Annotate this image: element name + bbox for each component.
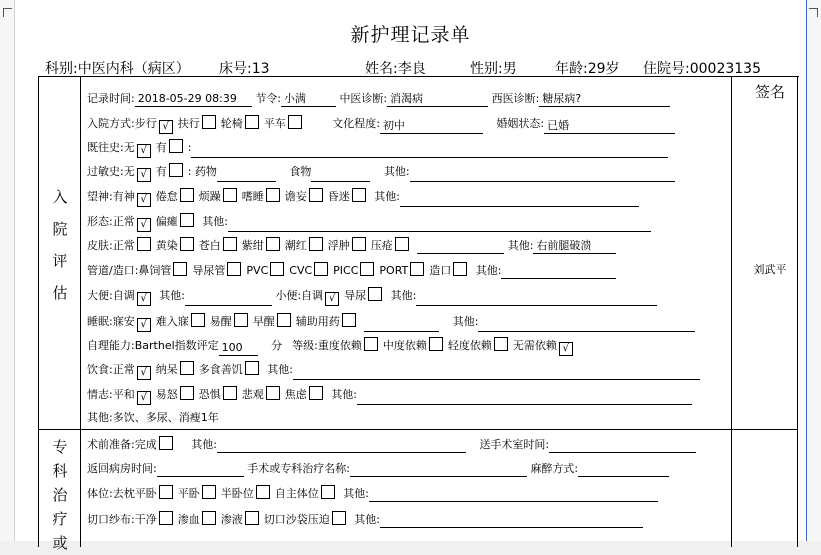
emotion-other-field[interactable]: [357, 390, 692, 405]
bed-field: 床号:13: [219, 61, 270, 77]
checkbox[interactable]: √: [137, 144, 151, 158]
record-table: [38, 76, 799, 552]
anesthesia-field[interactable]: [578, 462, 669, 477]
row-emotion: 情志:平和 √ 易怒 恐惧 悲观 焦虑 其他:: [87, 386, 692, 402]
checkbox[interactable]: [364, 337, 378, 351]
checkbox[interactable]: [368, 287, 382, 301]
checkbox[interactable]: [266, 386, 280, 400]
checkbox[interactable]: [288, 115, 302, 129]
spirit-other-field[interactable]: [400, 192, 639, 207]
row-self-care: 自理能力:Barthel指数评定 100 分 等级:重度依赖 中度依赖 轻度依赖 无需依赖 √: [87, 337, 578, 353]
checkbox[interactable]: [245, 511, 259, 525]
checkbox[interactable]: [223, 188, 237, 202]
checkbox[interactable]: [159, 485, 173, 499]
drug-allergy-field[interactable]: [217, 167, 276, 182]
checkbox[interactable]: [352, 188, 366, 202]
checkbox[interactable]: [245, 361, 259, 375]
dept-field: 科别:中医内科（病区）: [45, 61, 190, 77]
checkbox[interactable]: [227, 262, 241, 276]
checkbox[interactable]: √: [325, 292, 339, 306]
other-notes-value: 多饮、多尿、消瘦1年: [112, 411, 219, 424]
checkbox[interactable]: √: [137, 318, 151, 332]
sleep-medication-field[interactable]: [364, 317, 439, 332]
row-return: 返回病房时间: 手术或专科治疗名称: 麻醉方式:: [87, 461, 669, 477]
row-spirit: 望神:有神 √ 倦怠 烦躁 嗜睡 谵妄 昏迷 其他:: [87, 188, 639, 204]
record-time-field[interactable]: 2018-05-29 08:39: [135, 92, 252, 107]
checkbox[interactable]: [180, 188, 194, 202]
corner-mark: [809, 8, 818, 17]
checkbox[interactable]: [410, 262, 424, 276]
skin-other-field[interactable]: 右前腿破溃: [533, 239, 616, 254]
checkbox[interactable]: [256, 485, 270, 499]
left-margin: [0, 0, 15, 541]
sleep-other-field[interactable]: [478, 317, 695, 332]
checkbox[interactable]: [309, 188, 323, 202]
barthel-score-field[interactable]: 100: [219, 341, 258, 356]
admission-number: 住院号:00023135: [643, 61, 761, 77]
checkbox[interactable]: [321, 485, 335, 499]
checkbox[interactable]: [202, 485, 216, 499]
checkbox[interactable]: [202, 511, 216, 525]
section-admission-eval: 入 院 评 估: [52, 188, 68, 302]
checkbox[interactable]: [234, 313, 248, 327]
checkbox[interactable]: [360, 262, 374, 276]
operation-name-field[interactable]: [350, 462, 527, 477]
food-allergy-field[interactable]: [311, 167, 370, 182]
sign-header: 签名: [754, 83, 785, 101]
checkbox[interactable]: [191, 313, 205, 327]
return-time-field[interactable]: [157, 462, 244, 477]
row-record-time: 记录时间: 2018-05-29 08:39 节令: 小满 中医诊断: 消渴病 西医诊断: 糖尿病?: [87, 91, 670, 107]
checkbox[interactable]: [494, 337, 508, 351]
checkbox[interactable]: [352, 237, 366, 251]
checkbox[interactable]: [277, 313, 291, 327]
checkbox[interactable]: [332, 511, 346, 525]
checkbox[interactable]: √: [159, 120, 173, 134]
row-skin: 皮肤:正常 黄染 苍白 紫绀 潮红 浮肿 压疮 其他: 右前腿破溃: [87, 237, 616, 253]
solar-term-field[interactable]: 小满: [281, 92, 336, 107]
urine-other-field[interactable]: [416, 291, 657, 306]
checkbox[interactable]: [309, 386, 323, 400]
checkbox[interactable]: [342, 313, 356, 327]
checkbox[interactable]: [266, 188, 280, 202]
wm-diagnosis-field[interactable]: 糖尿病?: [539, 92, 670, 107]
row-allergy: 过敏史:无 √ 有 : 药物 食物 其他:: [87, 163, 675, 179]
signer-name: 刘武平: [753, 263, 787, 276]
row-dressing: 切口纱布:干净 渗血 渗液 切口沙袋压迫 其他:: [87, 511, 643, 527]
checkbox[interactable]: √: [137, 193, 151, 207]
past-history-field[interactable]: [191, 143, 668, 158]
checkbox[interactable]: [314, 262, 328, 276]
send-or-time-field[interactable]: [549, 438, 696, 453]
checkbox[interactable]: [159, 511, 173, 525]
row-position: 体位:去枕平卧 平卧 半卧位 自主体位 其他:: [87, 485, 658, 501]
row-admission-mode: 入院方式:步行 √ 扶行 轮椅 平车 文化程度: 初中 婚姻状态: 已婚: [87, 115, 675, 131]
checkbox[interactable]: [180, 237, 194, 251]
section-special-treatment: 专 科 治 疗 或: [52, 438, 68, 552]
checkbox[interactable]: [270, 262, 284, 276]
page-title: 新护理记录单: [350, 24, 471, 46]
checkbox[interactable]: [180, 361, 194, 375]
checkbox[interactable]: [169, 139, 183, 153]
checkbox[interactable]: √: [137, 292, 151, 306]
stool-other-field[interactable]: [185, 291, 272, 306]
preop-other-field[interactable]: [217, 438, 466, 453]
checkbox[interactable]: [137, 237, 151, 251]
dressing-other-field[interactable]: [380, 513, 643, 528]
checkbox[interactable]: √: [137, 168, 151, 182]
checkbox[interactable]: [266, 237, 280, 251]
checkbox[interactable]: [223, 386, 237, 400]
checkbox[interactable]: [309, 237, 323, 251]
position-other-field[interactable]: [369, 487, 658, 502]
row-tubes: 管道/造口:鼻饲管 导尿管 PVC CVC PICC PORT 造口 其他:: [87, 262, 616, 278]
row-diet: 饮食:正常 √ 纳呆 多食善饥 其他:: [87, 361, 700, 377]
marital-field[interactable]: 已婚: [544, 119, 675, 134]
checkbox[interactable]: [173, 262, 187, 276]
tubes-other-field[interactable]: [501, 264, 616, 279]
checkbox[interactable]: √: [137, 391, 151, 405]
checkbox[interactable]: [169, 163, 183, 177]
row-form: 形态:正常 √ 偏瘫 其他:: [87, 213, 651, 229]
checkbox[interactable]: [395, 237, 409, 251]
skin-blank-field[interactable]: [417, 239, 504, 254]
checkbox[interactable]: √: [137, 366, 151, 380]
row-past-history: 既往史:无 √ 有 :: [87, 139, 668, 155]
corner-mark: [3, 8, 12, 17]
checkbox[interactable]: [180, 213, 194, 227]
name-field: 姓名:李良: [365, 61, 426, 77]
allergy-other-field[interactable]: [410, 167, 675, 182]
document-page: [15, 0, 806, 552]
tcm-diagnosis-field[interactable]: 消渴病: [387, 92, 488, 107]
row-preop: 术前准备:完成 其他: 送手术室时间:: [87, 436, 696, 452]
right-margin: [806, 0, 821, 541]
checkbox[interactable]: [202, 115, 216, 129]
checkbox[interactable]: √: [137, 218, 151, 232]
diet-other-field[interactable]: [293, 365, 700, 380]
checkbox[interactable]: √: [559, 342, 573, 356]
age-field: 年龄:29岁: [555, 61, 620, 77]
row-other-notes: 其他:多饮、多尿、消瘦1年: [87, 411, 219, 424]
checkbox[interactable]: [429, 337, 443, 351]
checkbox[interactable]: [159, 436, 173, 450]
row-sleep: 睡眠:寐安 √ 难入寐 易醒 早醒 辅助用药 其他:: [87, 313, 695, 329]
row-excretion: 大便:自调 √ 其他: 小便:自调 √ 导尿 其他:: [87, 287, 657, 303]
sex-field: 性别:男: [470, 61, 517, 77]
checkbox[interactable]: [180, 386, 194, 400]
checkbox[interactable]: [453, 262, 467, 276]
form-other-field[interactable]: [228, 217, 651, 232]
checkbox[interactable]: [223, 237, 237, 251]
education-field[interactable]: 初中: [380, 119, 483, 134]
checkbox[interactable]: [245, 115, 259, 129]
